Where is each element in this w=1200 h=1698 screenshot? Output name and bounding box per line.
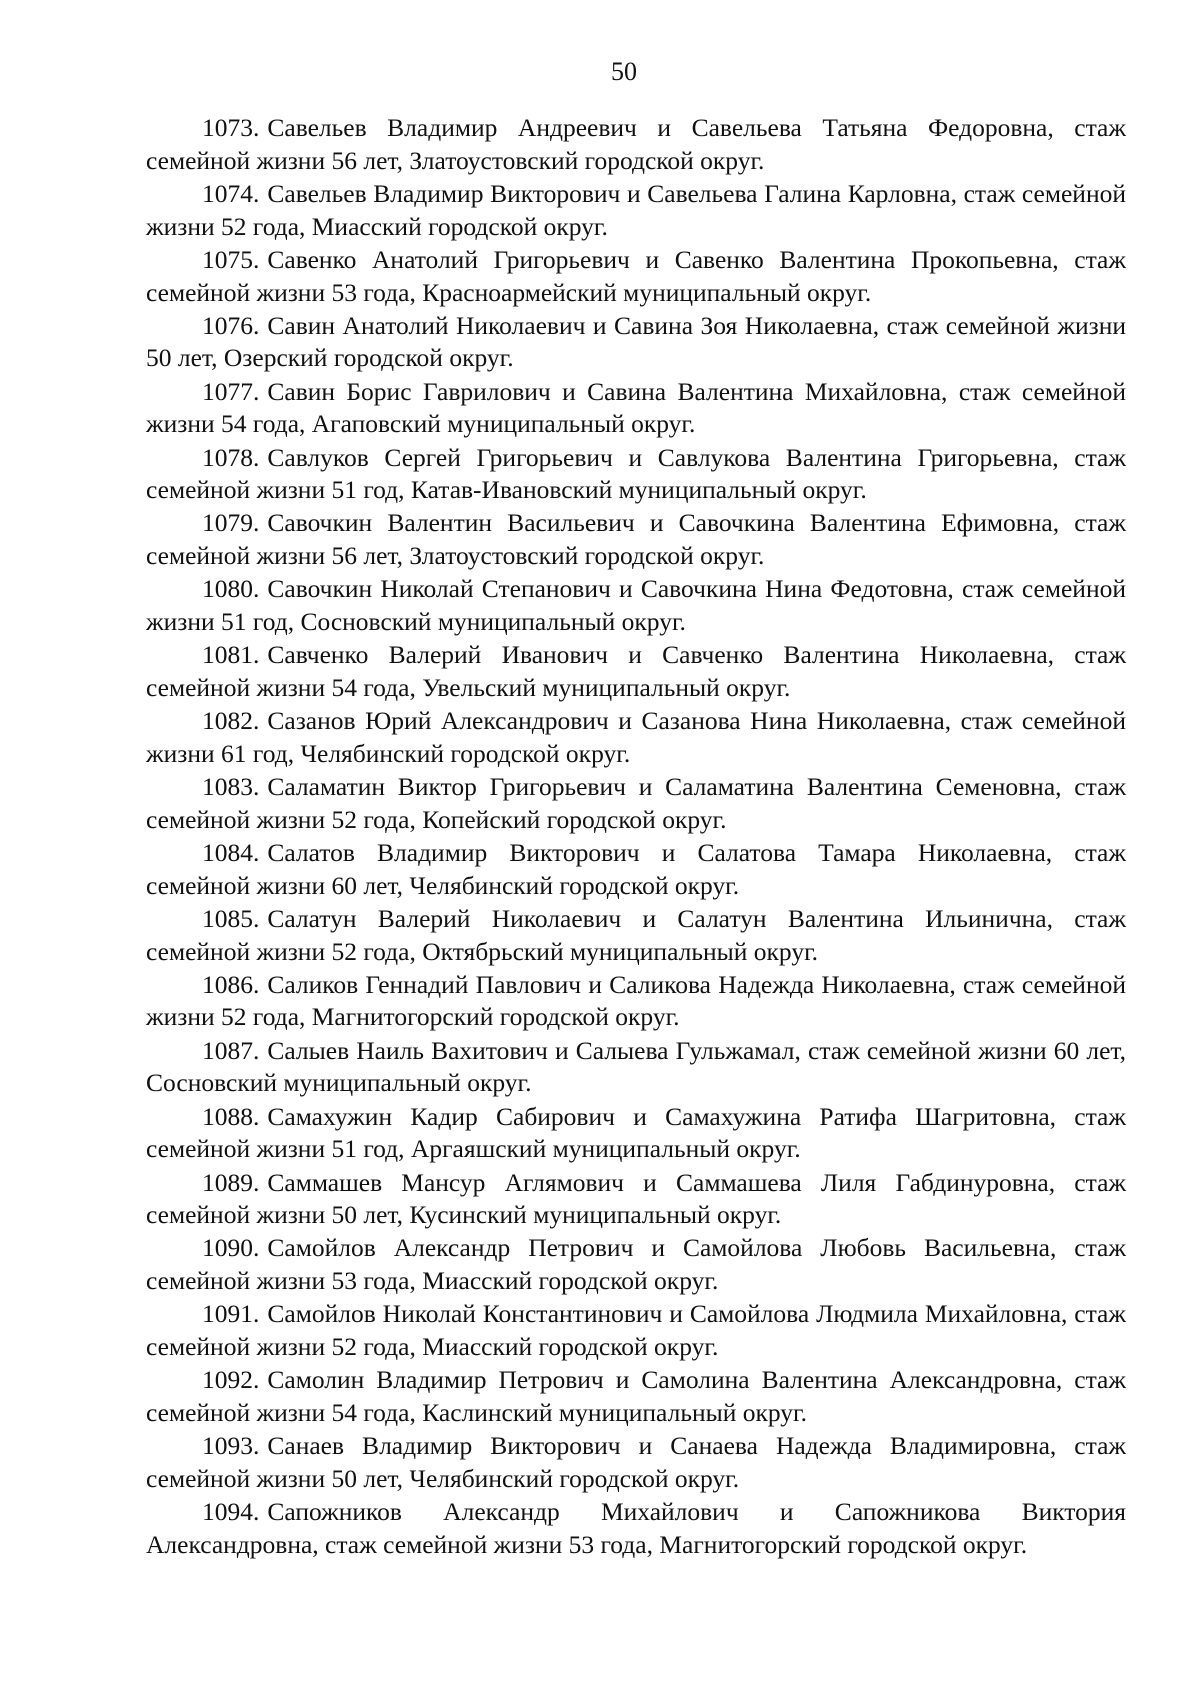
entry-text: Савельев Владимир Андреевич и Савельева Татьяна Федоровна, стаж семейной жизни 56 лет, Златоустовский городской округ.	[146, 113, 1126, 175]
entry-list	[146, 112, 1126, 1562]
entry-text: Савочкин Николай Степанович и Савочкина Нина Федотовна, стаж семейной жизни 51 год, Сосновский муниципальный округ.	[146, 574, 1126, 637]
page-number: 50	[611, 57, 637, 86]
entry-number: 1075.	[202, 244, 260, 274]
entry-text: Савочкин Валентин Васильевич и Савочкина Валентина Ефимовна, стаж семейной жизни 56 лет, Златоустовский городской округ.	[146, 508, 1126, 571]
entry-text: Савенко Анатолий Григорьевич и Савенко Валентина Прокопьевна, стаж семейной жизни 53 года, Красноармейский муниципальный округ.	[146, 244, 1126, 307]
list-item	[146, 1167, 1126, 1232]
entry-text: Савченко Валерий Иванович и Савченко Валентина Николаевна, стаж семейной жизни 54 года, Увельский муниципальный округ.	[146, 640, 1126, 702]
entry-text: Саламатин Виктор Григорьевич и Саламатина Валентина Семеновна, стаж семейной жизни 52 года, Копейский городской округ.	[146, 772, 1126, 834]
list-item	[146, 1298, 1126, 1363]
list-item	[146, 1101, 1126, 1166]
entry-text: Самолин Владимир Петрович и Самолина Валентина Александровна, стаж семейной жизни 54 года, Каслинский муниципальный округ.	[146, 1365, 1126, 1427]
entry-text: Саммашев Мансур Аглямович и Саммашева Лиля Габдинуровна, стаж семейной жизни 50 лет, Кусинский муниципальный округ.	[146, 1167, 1126, 1230]
list-item	[146, 442, 1126, 507]
entry-number: 1088.	[202, 1101, 260, 1131]
entry-number: 1082.	[202, 706, 260, 736]
list-item	[146, 1496, 1126, 1561]
entry-number: 1086.	[202, 969, 260, 999]
entry-number: 1073.	[202, 113, 260, 142]
list-item	[146, 112, 1126, 177]
list-item	[146, 310, 1126, 375]
entry-number: 1077.	[202, 376, 260, 406]
entry-number: 1085.	[202, 903, 260, 933]
entry-number: 1078.	[202, 442, 260, 472]
list-item	[146, 244, 1126, 309]
list-item	[146, 771, 1126, 836]
entry-text: Санаев Владимир Викторович и Санаева Надежда Владимировна, стаж семейной жизни 50 лет, Челябинский городской округ.	[146, 1431, 1126, 1493]
entry-number: 1076.	[202, 310, 260, 340]
entry-number: 1080.	[202, 574, 260, 604]
entry-text: Саликов Геннадий Павлович и Саликова Надежда Николаевна, стаж семейной жизни 52 года, Магнитогорский городской округ.	[146, 969, 1126, 1032]
entry-number: 1089.	[202, 1167, 260, 1197]
entry-text: Сапожников Александр Михайлович и Сапожникова Виктория Александровна, стаж семейной жизни 53 года, Магнитогорский городской округ.	[146, 1497, 1126, 1559]
entry-number: 1094.	[202, 1497, 260, 1527]
entry-text: Салатов Владимир Викторович и Салатова Тамара Николаевна, стаж семейной жизни 60 лет, Челябинский городской округ.	[146, 837, 1126, 900]
entry-text: Савельев Владимир Викторович и Савельева Галина Карловна, стаж семейной жизни 52 года, Миасский городской округ.	[146, 178, 1126, 241]
entry-text: Сазанов Юрий Александрович и Сазанова Нина Николаевна, стаж семейной жизни 61 год, Челябинский городской округ.	[146, 706, 1126, 768]
entry-text: Савин Борис Гаврилович и Савина Валентина Михайловна, стаж семейной жизни 54 года, Агаповский муниципальный округ.	[146, 376, 1126, 439]
entry-text: Салыев Наиль Вахитович и Салыева Гульжамал, стаж семейной жизни 60 лет, Сосновский муниципальный округ.	[146, 1035, 1126, 1098]
entry-number: 1081.	[202, 640, 260, 670]
list-item	[146, 705, 1126, 770]
list-item	[146, 837, 1126, 902]
entry-text: Савин Анатолий Николаевич и Савина Зоя Николаевна, стаж семейной жизни 50 лет, Озерский городской округ.	[146, 310, 1126, 373]
entry-text: Самахужин Кадир Сабирович и Самахужина Ратифа Шагритовна, стаж семейной жизни 51 год, Аргаяшский муниципальный округ.	[146, 1101, 1126, 1164]
entry-number: 1084.	[202, 837, 260, 867]
list-item	[146, 1364, 1126, 1429]
entry-number: 1083.	[202, 772, 260, 802]
list-item	[146, 178, 1126, 243]
entry-number: 1092.	[202, 1365, 260, 1395]
list-item	[146, 573, 1126, 638]
entry-number: 1074.	[202, 178, 260, 208]
entry-text: Савлуков Сергей Григорьевич и Савлукова Валентина Григорьевна, стаж семейной жизни 51 год, Катав-Ивановский муниципальный округ.	[146, 442, 1126, 505]
entry-number: 1087.	[202, 1035, 260, 1065]
entry-text: Салатун Валерий Николаевич и Салатун Валентина Ильинична, стаж семейной жизни 52 года, Октябрьский муниципальный округ.	[146, 903, 1126, 966]
list-item	[146, 639, 1126, 704]
entry-text: Самойлов Александр Петрович и Самойлова Любовь Васильевна, стаж семейной жизни 53 года, Миасский городской округ.	[146, 1233, 1126, 1296]
entry-number: 1079.	[202, 508, 260, 538]
entry-text: Самойлов Николай Константинович и Самойлова Людмила Михайловна, стаж семейной жизни 52 года, Миасский городской округ.	[146, 1299, 1126, 1362]
list-item	[146, 903, 1126, 968]
list-item	[146, 1232, 1126, 1297]
entry-number: 1090.	[202, 1233, 260, 1263]
list-item	[146, 376, 1126, 441]
list-item	[146, 1035, 1126, 1100]
list-item	[146, 507, 1126, 572]
entry-number: 1093.	[202, 1431, 260, 1461]
list-item	[146, 969, 1126, 1034]
list-item	[146, 1430, 1126, 1495]
entry-number: 1091.	[202, 1299, 260, 1329]
